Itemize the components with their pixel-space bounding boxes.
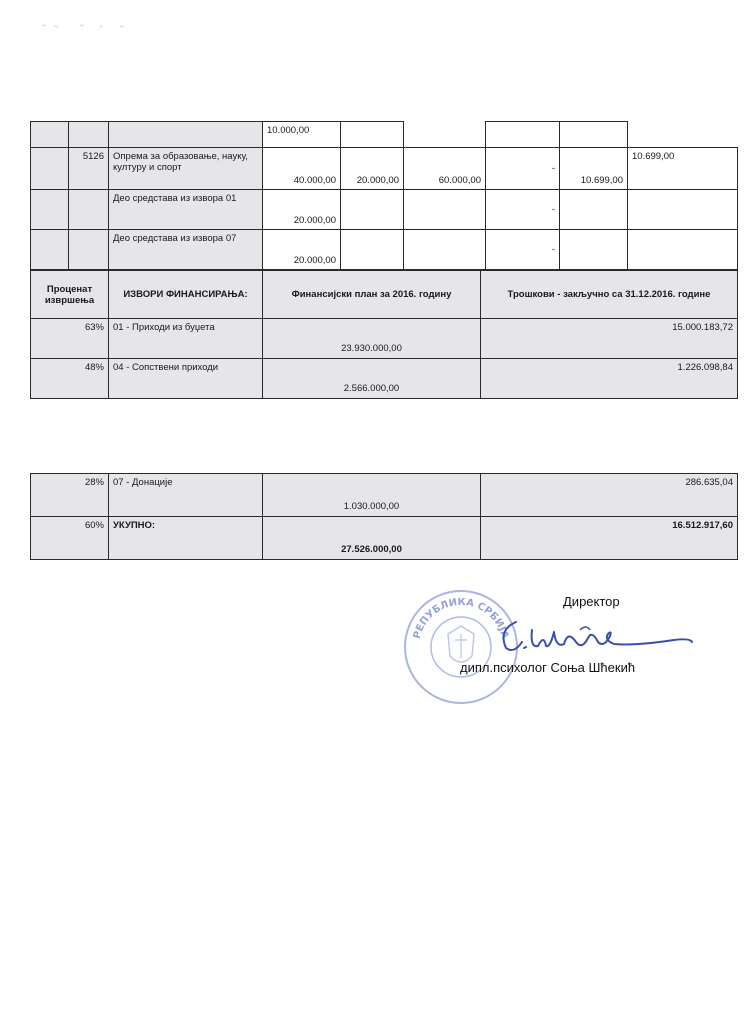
account-code bbox=[69, 122, 109, 148]
item-description: Део средстава из извора 07 bbox=[109, 230, 263, 270]
scan-artifact bbox=[40, 20, 140, 30]
budget-row bbox=[31, 190, 738, 230]
execution-percent: 63% bbox=[31, 319, 109, 359]
plan-amount: 23.930.000,00 bbox=[263, 319, 481, 359]
funding-summary-table-continued bbox=[30, 473, 738, 560]
funding-summary-table bbox=[30, 270, 738, 399]
amount-col6 bbox=[628, 230, 738, 270]
total-cost-amount: 16.512.917,60 bbox=[481, 517, 738, 560]
budget-row bbox=[31, 148, 738, 190]
signatory-name: дипл.психолог Соња Шћекић bbox=[460, 660, 636, 675]
amount-col4: - bbox=[486, 190, 560, 230]
summary-row bbox=[31, 474, 738, 517]
sources-header: ИЗВОРИ ФИНАНСИРАЊА: bbox=[109, 271, 263, 319]
amount-col5 bbox=[560, 190, 628, 230]
funding-source: 04 - Сопствени приходи bbox=[109, 359, 263, 399]
amount-col2 bbox=[341, 230, 404, 270]
row-index-cell bbox=[31, 122, 69, 148]
amount-col4: - bbox=[486, 230, 560, 270]
account-code bbox=[69, 190, 109, 230]
costs-header: Трошкови - закључно са 31.12.2016. године bbox=[481, 271, 738, 319]
amount-col5 bbox=[560, 122, 628, 148]
account-code bbox=[69, 230, 109, 270]
coat-of-arms-icon bbox=[448, 626, 474, 662]
handwritten-signature bbox=[494, 608, 694, 658]
funding-source: 07 - Донације bbox=[109, 474, 263, 517]
amount-col6 bbox=[628, 190, 738, 230]
cost-amount: 15.000.183,72 bbox=[481, 319, 738, 359]
summary-row bbox=[31, 359, 738, 399]
stamp-text: РЕПУБЛИКА СРБИЈА bbox=[411, 596, 511, 641]
total-label: УКУПНО: bbox=[109, 517, 263, 560]
amount-col1: 20.000,00 bbox=[263, 230, 341, 270]
amount-col1: 20.000,00 bbox=[263, 190, 341, 230]
amount-col5: 10.699,00 bbox=[560, 148, 628, 190]
budget-row bbox=[31, 122, 738, 148]
cost-amount: 1.226.098,84 bbox=[481, 359, 738, 399]
amount-col3 bbox=[404, 190, 486, 230]
funding-source: 01 - Приходи из буџета bbox=[109, 319, 263, 359]
summary-total-row bbox=[31, 517, 738, 560]
amount-col1: 10.000,00 bbox=[263, 122, 341, 148]
percent-header: Проценат извршења bbox=[31, 271, 109, 319]
account-code: 5126 bbox=[69, 148, 109, 190]
row-index-cell bbox=[31, 230, 69, 270]
amount-col4 bbox=[486, 122, 560, 148]
execution-percent: 48% bbox=[31, 359, 109, 399]
budget-row bbox=[31, 230, 738, 270]
amount-col3: 60.000,00 bbox=[404, 148, 486, 190]
amount-col2 bbox=[341, 190, 404, 230]
amount-col3 bbox=[404, 230, 486, 270]
plan-amount: 2.566.000,00 bbox=[263, 359, 481, 399]
budget-items-table bbox=[30, 121, 738, 270]
amount-col6: 10.699,00 bbox=[628, 148, 738, 190]
amount-col6 bbox=[628, 122, 738, 148]
total-percent: 60% bbox=[31, 517, 109, 560]
execution-percent: 28% bbox=[31, 474, 109, 517]
amount-col4: - bbox=[486, 148, 560, 190]
cost-amount: 286.635,04 bbox=[481, 474, 738, 517]
plan-header: Финансијски план за 2016. годину bbox=[263, 271, 481, 319]
item-description: Опрема за образовање, науку, културу и спорт bbox=[109, 148, 263, 190]
item-description: Део средстава из извора 01 bbox=[109, 190, 263, 230]
row-index-cell bbox=[31, 190, 69, 230]
item-description bbox=[109, 122, 263, 148]
signatory-title: Директор bbox=[563, 594, 620, 609]
row-index-cell bbox=[31, 148, 69, 190]
amount-col5 bbox=[560, 230, 628, 270]
plan-amount: 1.030.000,00 bbox=[263, 474, 481, 517]
summary-header-row bbox=[31, 271, 738, 319]
amount-col3 bbox=[404, 122, 480, 148]
amount-col2: 20.000,00 bbox=[341, 148, 404, 190]
amount-col1: 40.000,00 bbox=[263, 148, 341, 190]
amount-col2 bbox=[341, 122, 404, 148]
summary-row bbox=[31, 319, 738, 359]
total-plan-amount: 27.526.000,00 bbox=[263, 517, 481, 560]
